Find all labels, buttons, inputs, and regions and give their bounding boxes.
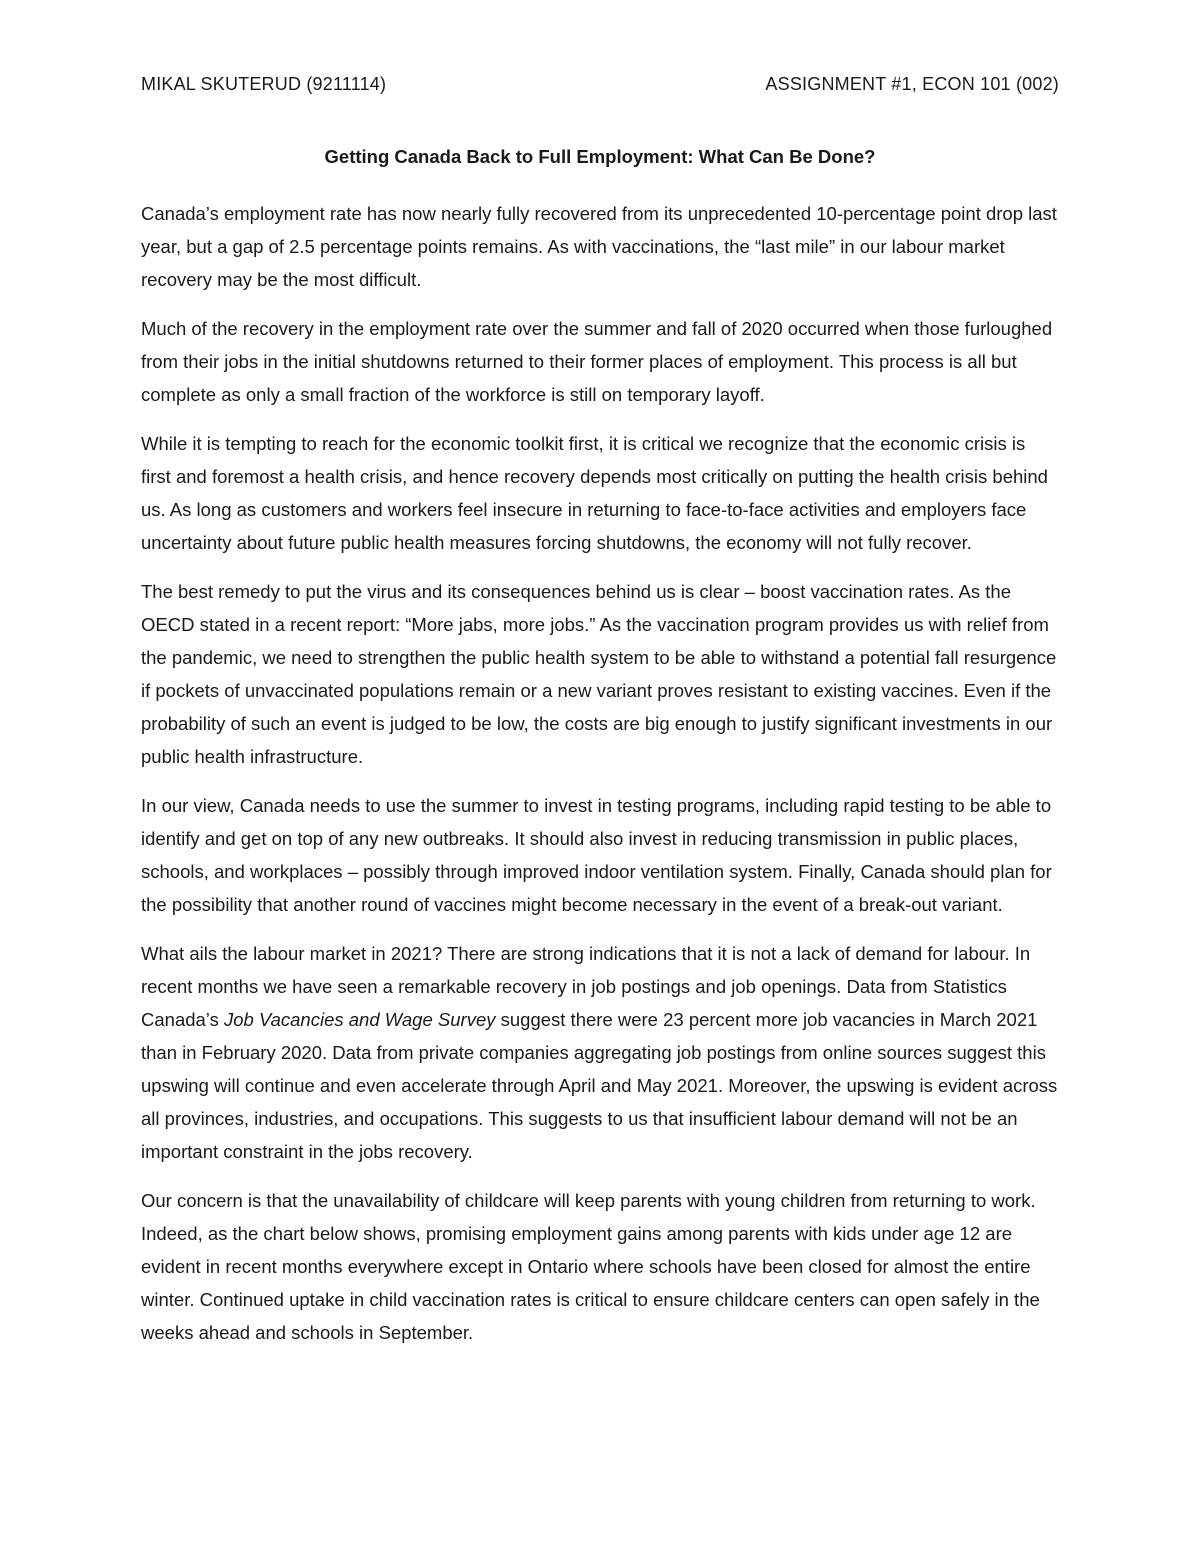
survey-title: Job Vacancies and Wage Survey bbox=[223, 1009, 496, 1030]
paragraph-6 bbox=[141, 937, 1059, 1168]
paragraph-6-text-end: suggest there were 23 percent more job vacancies in March 2021 than in February 2020. Data from private companies aggregating job postings from online sources suggest this upswing will continue and even accelerate through April and May 2021. Moreover, the upswing is evident across all provinces, industries, and occupations. This suggests to us that insufficient labour demand will not be an important constraint in the jobs recovery. bbox=[141, 1009, 1058, 1162]
document-body bbox=[141, 197, 1059, 1365]
paragraph-5: In our view, Canada needs to use the summer to invest in testing programs, including rapid testing to be able to identify and get on top of any new outbreaks. It should also invest in reducing transmission in public places, schools, and workplaces – possibly through improved indoor ventilation system. Finally, Canada should plan for the possibility that another round of vaccines might become necessary in the event of a break-out variant. bbox=[141, 795, 1052, 915]
document-title: Getting Canada Back to Full Employment: What Can Be Done? bbox=[324, 146, 876, 167]
author-label: MIKAL SKUTERUD (9211114) bbox=[141, 74, 387, 94]
paragraph-6-text-start: What ails the labour market in 2021? There are strong indications that it is not a lack of demand for labour. In recent months we have seen a remarkable recovery in job postings and job openings. Data from Statistics Canada’s bbox=[141, 943, 1031, 1030]
assignment-label: ASSIGNMENT #1, ECON 101 (002) bbox=[765, 74, 1059, 94]
paragraph-7: Our concern is that the unavailability of childcare will keep parents with young children from returning to work. Indeed, as the chart below shows, promising employment gains among parents with kids under age 12 are evident in recent months everywhere except in Ontario where schools have been closed for almost the entire winter. Continued uptake in child vaccination rates is critical to ensure childcare centers can open safely in the weeks ahead and schools in September. bbox=[141, 1190, 1040, 1343]
page-header bbox=[141, 74, 1059, 95]
paragraph-3: While it is tempting to reach for the economic toolkit first, it is critical we recognize that the economic crisis is first and foremost a health crisis, and hence recovery depends most critically on putting the health crisis behind us. As long as customers and workers feel insecure in returning to face-to-face activities and employers face uncertainty about future public health measures forcing shutdowns, the economy will not fully recover. bbox=[141, 433, 1048, 553]
paragraph-2: Much of the recovery in the employment rate over the summer and fall of 2020 occurred when those furloughed from their jobs in the initial shutdowns returned to their former places of employment. This process is all but complete as only a small fraction of the workforce is still on temporary layoff. bbox=[141, 318, 1053, 405]
paragraph-1: Canada’s employment rate has now nearly fully recovered from its unprecedented 10-percentage point drop last year, but a gap of 2.5 percentage points remains. As with vaccinations, the “last mile” in our labour market recovery may be the most difficult. bbox=[141, 203, 1057, 290]
paragraph-4: The best remedy to put the virus and its consequences behind us is clear – boost vaccination rates. As the OECD stated in a recent report: “More jabs, more jobs.” As the vaccination program provides us with relief from the pandemic, we need to strengthen the public health system to be able to withstand a potential fall resurgence if pockets of unvaccinated populations remain or a new variant proves resistant to existing vaccines. Even if the probability of such an event is judged to be low, the costs are big enough to justify significant investments in our public health infrastructure. bbox=[141, 581, 1057, 767]
